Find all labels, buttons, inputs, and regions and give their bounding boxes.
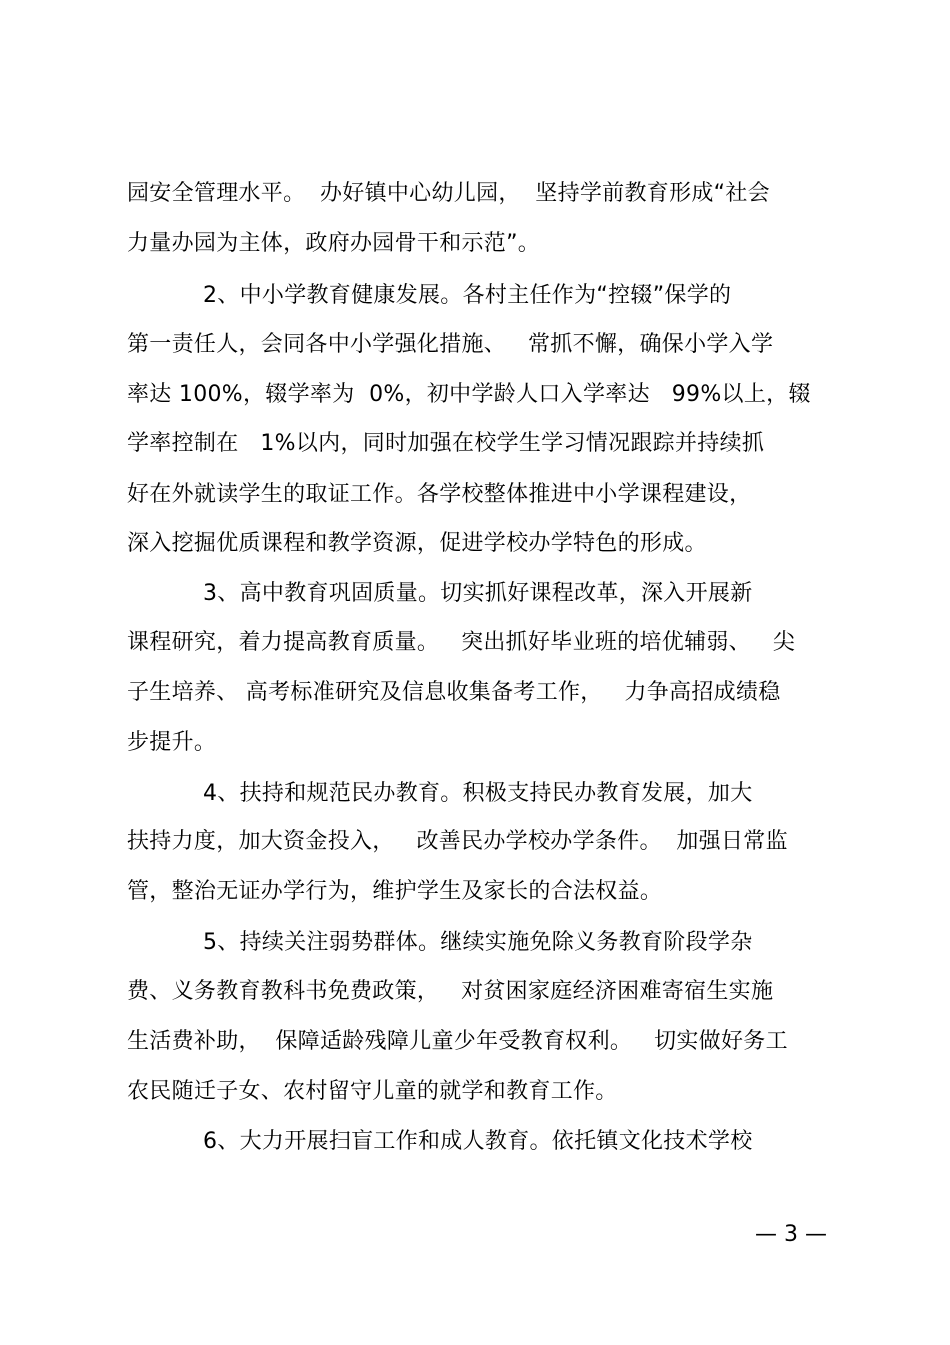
paragraph-start-line: 5、持续关注弱势群体。继续实施免除义务教育阶段学杂 — [203, 930, 753, 955]
text-line: 生活费补助， 保障适龄残障儿童少年受教育权利。 切实做好务工 — [127, 1029, 788, 1054]
text-line: 子生培养、 高考标准研究及信息收集备考工作， 力争高招成绩稳 — [127, 680, 781, 705]
text-line: 课程研究，着力提高教育质量。 突出抓好毕业班的培优辅弱、 尖 — [127, 630, 796, 655]
text-line: 园安全管理水平。 办好镇中心幼儿园， 坚持学前教育形成“社会 — [127, 181, 770, 206]
paragraph-start-line: 3、高中教育巩固质量。切实抓好课程改革，深入开展新 — [203, 581, 753, 606]
text-line: 好在外就读学生的取证工作。各学校整体推进中小学课程建设， — [127, 482, 752, 507]
text-line: 率达 100%，辍学率为 0%，初中学龄人口入学率达 99%以上，辍 — [127, 382, 811, 407]
paragraph-start-line: 6、大力开展扫盲工作和成人教育。依托镇文化技术学校 — [203, 1129, 753, 1154]
paragraph-start-line: 4、扶持和规范民办教育。积极支持民办教育发展，加大 — [203, 781, 753, 806]
text-line: 扶持力度，加大资金投入， 改善民办学校办学条件。 加强日常监 — [127, 829, 788, 854]
text-line: 步提升。 — [127, 730, 217, 755]
text-line: 农民随迁子女、农村留守儿童的就学和教育工作。 — [127, 1079, 618, 1104]
paragraph-start-line: 2、中小学教育健康发展。各村主任作为“控辍”保学的 — [203, 283, 732, 308]
text-line: 学率控制在 1%以内，同时加强在校学生学习情况跟踪并持续抓 — [127, 431, 765, 456]
text-line: 力量办园为主体，政府办园骨干和示范”。 — [127, 231, 541, 256]
text-line: 第一责任人，会同各中小学强化措施、 常抓不懈，确保小学入学 — [127, 332, 774, 357]
text-line: 深入挖掘优质课程和教学资源，促进学校办学特色的形成。 — [127, 531, 707, 556]
text-line: 管，整治无证办学行为，维护学生及家长的合法权益。 — [127, 879, 663, 904]
page-number: — 3 — — [755, 1222, 827, 1247]
text-line: 费、义务教育教科书免费政策， 对贫困家庭经济困难寄宿生实施 — [127, 979, 774, 1004]
